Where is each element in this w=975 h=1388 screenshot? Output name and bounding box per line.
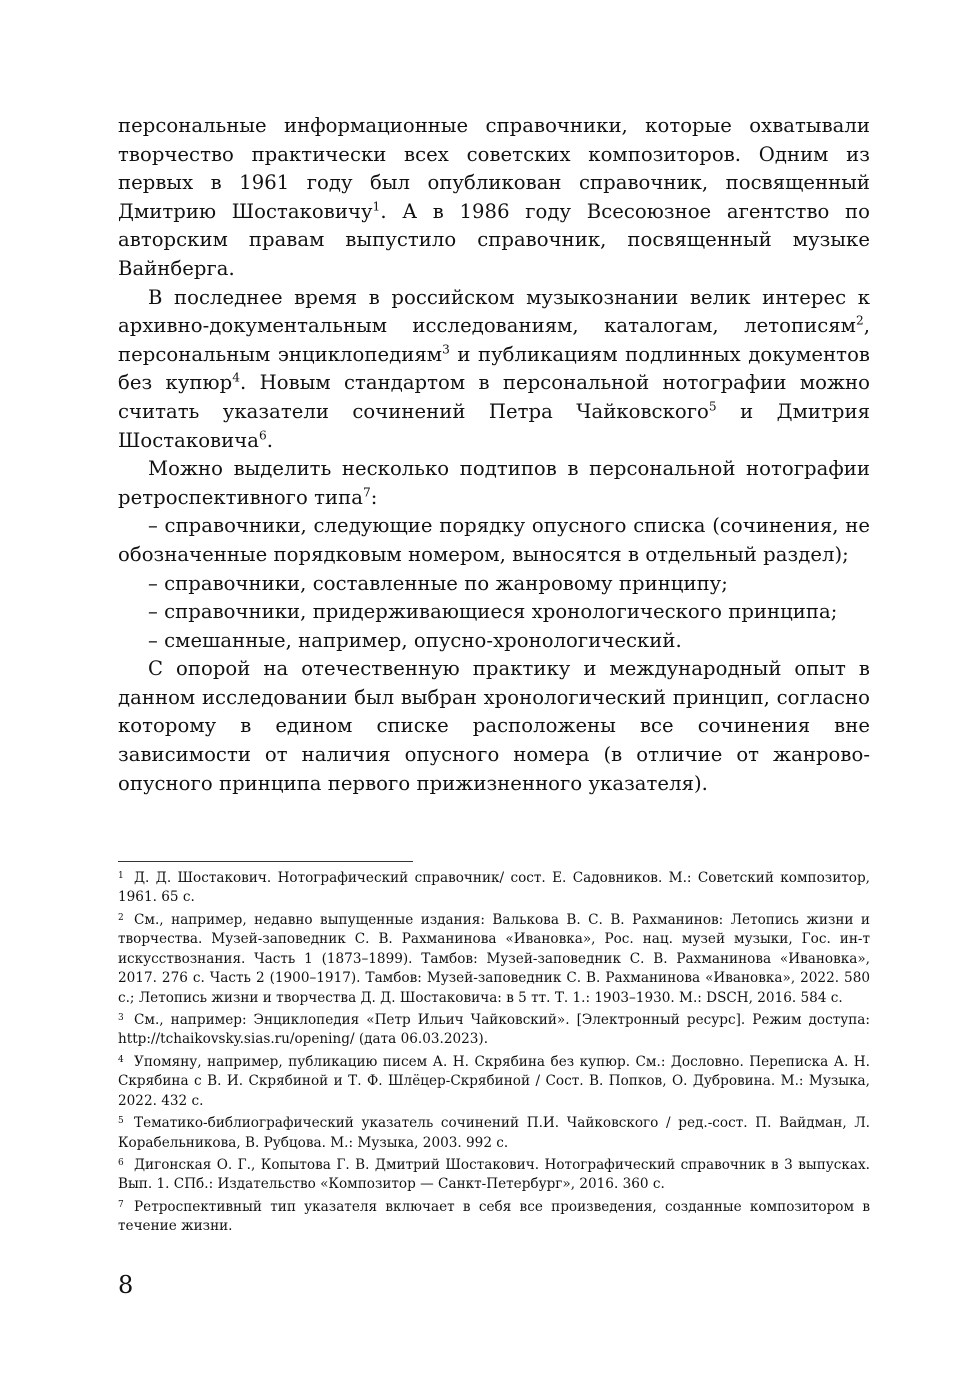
footnote-ref-6[interactable]: 6 [258,428,267,442]
footnote: 4 Упомяну, например, публикацию писем А. Н. Скрябина без купюр. См.: Дословно. Переписка А. Н. Скрябина с В. И. Скрябиной и Т. Ф. Шлёцер-Скрябиной / Сост. В. Попков, О. Дубровина. М.: Музыка, 2022. 432 с. [118,1053,870,1109]
footnote: 3 См., например: Энциклопедия «Петр Ильич Чайковский». [Электронный ресурс]. Режим доступа: http://tchaikovsky.sias.ru/opening/ (дата 06.03.2023). [118,1011,870,1048]
footnote-ref-7[interactable]: 7 [362,485,371,500]
footnote: 2 См., например, недавно выпущенные издания: Валькова В. С. В. Рахманинов: Летопись жизни и творчества. Музей-заповедник С. В. Рахманинова «Ивановка», Рос. нац. музей музыки, Гос. ин-т искусствознания. Часть 1 (1873–1899). Тамбов: Музей-заповедник С. В. Рахманинова «Ивановка», 2017. 276 с. Часть 2 (1900–1917). Тамбов: Музей-заповедник С. В. Рахманинова «Ивановка», 2022. 580 с.; Летопись жизни и творчества Д. Д. Шостаковича: в 5 тт. Т. 1.: 1903–1930. М.: DSCH, 2016. 584 с. [118,911,870,1006]
page-number: 8 [118,1271,134,1299]
footnote-ref-3[interactable]: 3 [442,342,450,357]
footnote-ref-2[interactable]: 2 [855,313,864,328]
footnote: 5 Тематико-библиографический указатель сочинений П.И. Чайковского / ред.-сост. П. Вайдман, Л. Корабельникова, В. Рубцова. М.: Музыка, 2003. 992 с. [118,1115,870,1151]
footnote: 7 Ретроспективный тип указателя включает в себя все произведения, созданные композитором в течение жизни. [118,1198,870,1235]
paragraph-4: С опорой на отечественную практику и международный опыт в данном исследовании был выбран хронологический принцип, согласно которому в едином списке расположены все сочинения вне зависимости от наличия опусного номера (в отличие от жанрово-опусного принципа первого прижизненного указателя). [118,657,870,795]
list-item: – справочники, следующие порядку опусного списка (сочинения, не обозначенные порядковым номером, выносятся в отдельный раздел); [118,514,870,566]
main-text [118,112,870,798]
list-item: – справочники, составленные по жанровому принципу; [148,571,728,595]
paragraph-3: Можно выделить несколько подтипов в персональной нотографии ретроспективного типа$^7$: [118,457,870,509]
footnote-ref-5[interactable]: 5 [708,399,717,414]
list-item: – смешанные, например, опусно-хронологический. [148,628,682,652]
paragraph-1: персональные информационные справочники, которые охватывали творчество практически всех советских композиторов. Одним из первых в 1961 году был опубликован справочник, посвященный Дмитрию Шостаковичу$^1$. А в 1986 году Всесоюзное агентство по авторским правам выпустило справочник, посвященный музыке Вайнберга. [118,114,870,280]
footnote: 1 Д. Д. Шостакович. Нотографический справочник/ сост. Е. Садовников. М.: Советский композитор, 1961. 65 с. [118,870,870,906]
footnotes [118,867,870,1238]
list-item: – справочники, придерживающиеся хронологического принципа; [148,600,838,624]
footnote-divider [118,861,413,862]
footnote-ref-4[interactable]: 4 [232,370,241,385]
paragraph-2: В последнее время в российском музыкознании велик интерес к архивно-документальным исследованиям, каталогам, летописям$^2$, персональным энциклопедиям$^3$ и публикациям подлинных документов без купюр$^4$. Новым стандартом в персональной нотографии можно считать указатели сочинений Петра Чайковского$^5$ и Дмитрия Шостаковича$^6$. [118,285,870,452]
footnote-ref-1[interactable]: 1 [372,199,381,214]
footnote: 6 Дигонская О. Г., Копытова Г. В. Дмитрий Шостакович. Нотографический справочник в 3 выпусках. Вып. 1. СПб.: Издательство «Композитор — Санкт-Петербург», 2016. 360 с. [118,1156,870,1193]
